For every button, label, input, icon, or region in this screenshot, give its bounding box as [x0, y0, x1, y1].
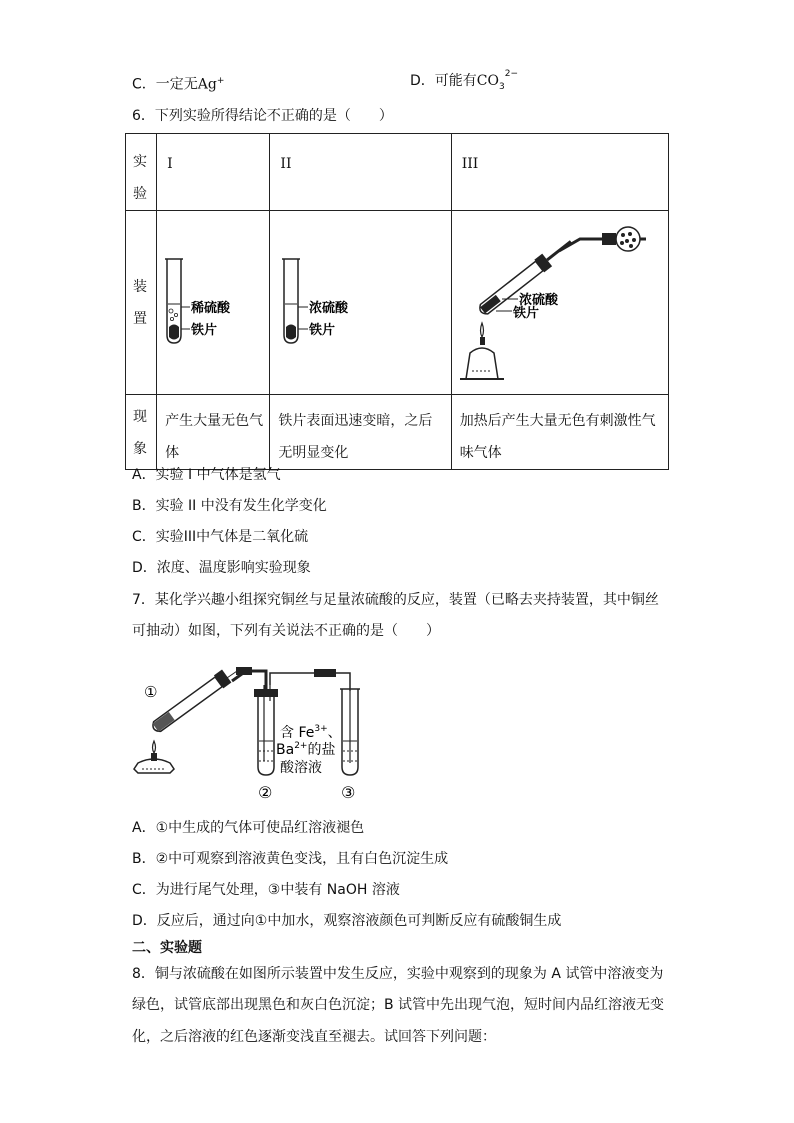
solution-label-line-2: $Ba^{2+}$的盐: [276, 741, 336, 758]
q8-line-2: 绿色，试管底部出现黑色和灰白色沉淀；B 试管中先出现气泡，短时间内品红溶液无变: [132, 997, 665, 1013]
q7-option-a[interactable]: A．①中生成的气体可使品红溶液褪色: [132, 820, 365, 836]
table-col-1: I: [157, 134, 270, 211]
q8-line-3: 化，之后溶液的红色逐渐变浅直至褪去。试回答下列问题：: [132, 1029, 496, 1045]
q7-option-d[interactable]: D．反应后，通过向①中加水，观察溶液颜色可判断反应有硫酸铜生成: [132, 913, 562, 929]
q5-option-d[interactable]: D．可能有$CO_3$ 2−: [410, 69, 518, 92]
q6-stem: 6．下列实验所得结论不正确的是（ ）: [132, 108, 393, 124]
q5-option-c[interactable]: C．一定无Ag+: [132, 76, 225, 93]
fig3-label-iron: 铁片: [512, 306, 539, 321]
fig2-label-iron: 铁片: [309, 323, 336, 338]
phenomenon-3: 加热后产生大量无色有刺激性气味气体: [451, 395, 668, 470]
marker-3: ③: [341, 783, 356, 802]
heated-tube-figure: [452, 211, 664, 390]
solution-label-line-1: 含 $Fe^{3+}$、: [280, 724, 342, 741]
q6-option-d[interactable]: D．浓度、温度影响实验现象: [132, 560, 311, 576]
device-figure-1: [157, 211, 270, 395]
table-col-2: II: [270, 134, 451, 211]
device-figure-3: [451, 211, 668, 395]
table-col-3: III: [451, 134, 668, 211]
q7-stem-line-1: 7．某化学兴趣小组探究铜丝与足量浓硫酸的反应，装置（已略去夹持装置，其中铜丝: [132, 592, 659, 608]
table-row-header-device: 装 置: [126, 211, 157, 395]
solution-label-line-3: 酸溶液: [280, 760, 322, 776]
q6-experiment-table: [125, 133, 669, 470]
fig2-label-acid: 浓硫酸: [309, 301, 349, 316]
device-figure-2: [270, 211, 451, 395]
fig1-label-iron: 铁片: [191, 323, 218, 338]
q7-stem-line-2: 可抽动）如图，下列有关说法不正确的是（ ）: [132, 623, 440, 639]
test-tube-concentrated-acid-figure: [270, 211, 446, 390]
marker-1: ①: [144, 683, 158, 701]
q6-option-b[interactable]: B．实验 II 中没有发生化学变化: [132, 498, 327, 514]
phenomenon-1: 产生大量无色气体: [157, 395, 270, 470]
section-title: 二、实验题: [132, 940, 202, 956]
q5-options-row: [132, 70, 692, 92]
q8-line-1: 8．铜与浓硫酸在如图所示装置中发生反应，实验中观察到的现象为 A 试管中溶液变为: [132, 966, 664, 982]
q7-option-c[interactable]: C．为进行尾气处理，③中装有 NaOH 溶液: [132, 882, 400, 898]
table-row-header-phenomenon: 现 象: [126, 395, 157, 470]
q7-apparatus-figure: [128, 655, 388, 805]
fig3-label-acid: 浓硫酸: [518, 293, 558, 308]
phenomenon-2: 铁片表面迅速变暗，之后无明显变化: [270, 395, 451, 470]
fig1-label-acid: 稀硫酸: [191, 301, 231, 316]
q6-option-a[interactable]: A．实验 I 中气体是氢气: [132, 467, 281, 483]
q7-option-b[interactable]: B．②中可观察到溶液黄色变浅，且有白色沉淀生成: [132, 851, 449, 867]
test-tube-dilute-acid-figure: [157, 211, 265, 390]
marker-2: ②: [258, 783, 273, 802]
table-row-header-experiment: 实 验: [126, 134, 157, 211]
q6-option-c[interactable]: C．实验III中气体是二氧化硫: [132, 529, 309, 545]
